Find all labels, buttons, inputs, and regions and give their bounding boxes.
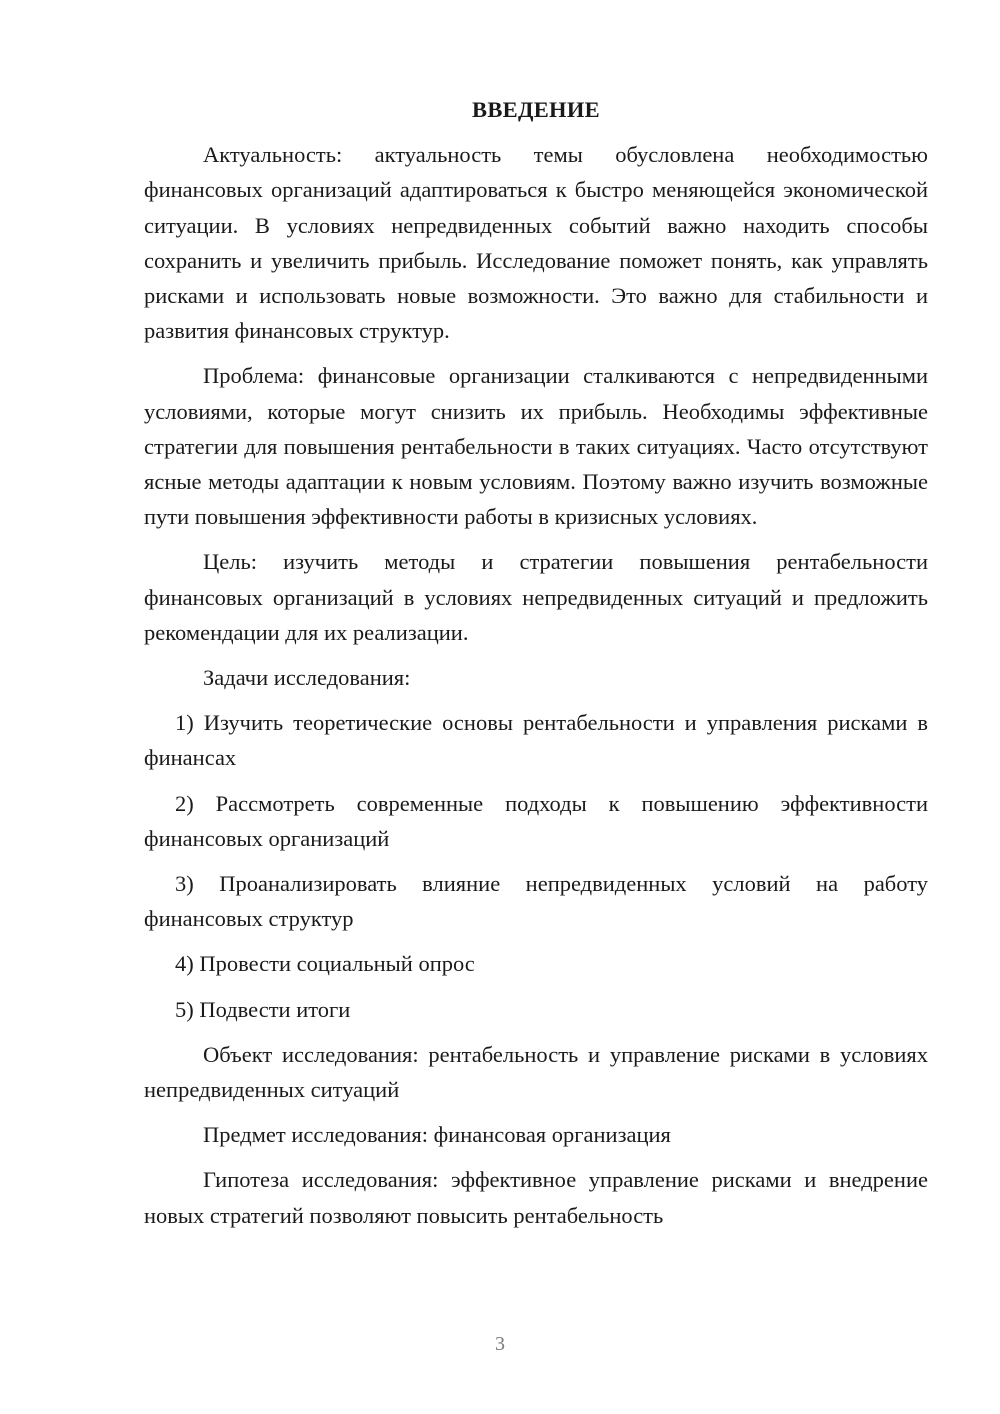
tasks-heading: Задачи исследования: <box>203 665 411 691</box>
task-item-2: 2) Рассмотреть современные подходы к повышению эффективности финансовых организаций <box>144 790 928 851</box>
page-content <box>144 92 928 1243</box>
task-item-4: 4) Провести социальный опрос <box>175 951 475 977</box>
page-number: 3 <box>495 1333 505 1355</box>
task-item-3: 3) Проанализировать влияние непредвиденных условий на работу финансовых структур <box>144 871 928 932</box>
subject-paragraph: Предмет исследования: финансовая организация <box>203 1122 671 1148</box>
hypothesis-paragraph: Гипотеза исследования: эффективное управление рисками и внедрение новых стратегий позволяют повысить рентабельность <box>144 1167 928 1228</box>
problem-paragraph: Проблема: финансовые организации сталкиваются с непредвиденными условиями, которые могут снизить их прибыль. Необходимы эффективные стратегии для повышения рентабельности в таких ситуациях. Часто отсутствуют ясные методы адаптации к новым условиям. Поэтому важно изучить возможные пути повышения эффективности работы в кризисных условиях. <box>144 363 928 530</box>
object-paragraph: Объект исследования: рентабельность и управление рисками в условиях непредвиденных ситуаций <box>144 1041 928 1103</box>
relevance-paragraph: Актуальность: актуальность темы обусловлена необходимостью финансовых организаций адаптироваться к быстро меняющейся экономической ситуации. В условиях непредвиденных событий важно находить способы сохранить и увеличить прибыль. Исследование поможет понять, как управлять рисками и использовать новые возможности. Это важно для стабильности и развития финансовых структур. <box>144 142 928 344</box>
goal-paragraph: Цель: изучить методы и стратегии повышения рентабельности финансовых организаций в условиях непредвиденных ситуаций и предложить рекомендации для их реализации. <box>144 549 928 645</box>
task-item-5: 5) Подвести итоги <box>175 996 351 1022</box>
page-title: ВВЕДЕНИЕ <box>472 97 600 122</box>
task-item-1: 1) Изучить теоретические основы рентабельности и управления рисками в финансах <box>144 710 928 771</box>
